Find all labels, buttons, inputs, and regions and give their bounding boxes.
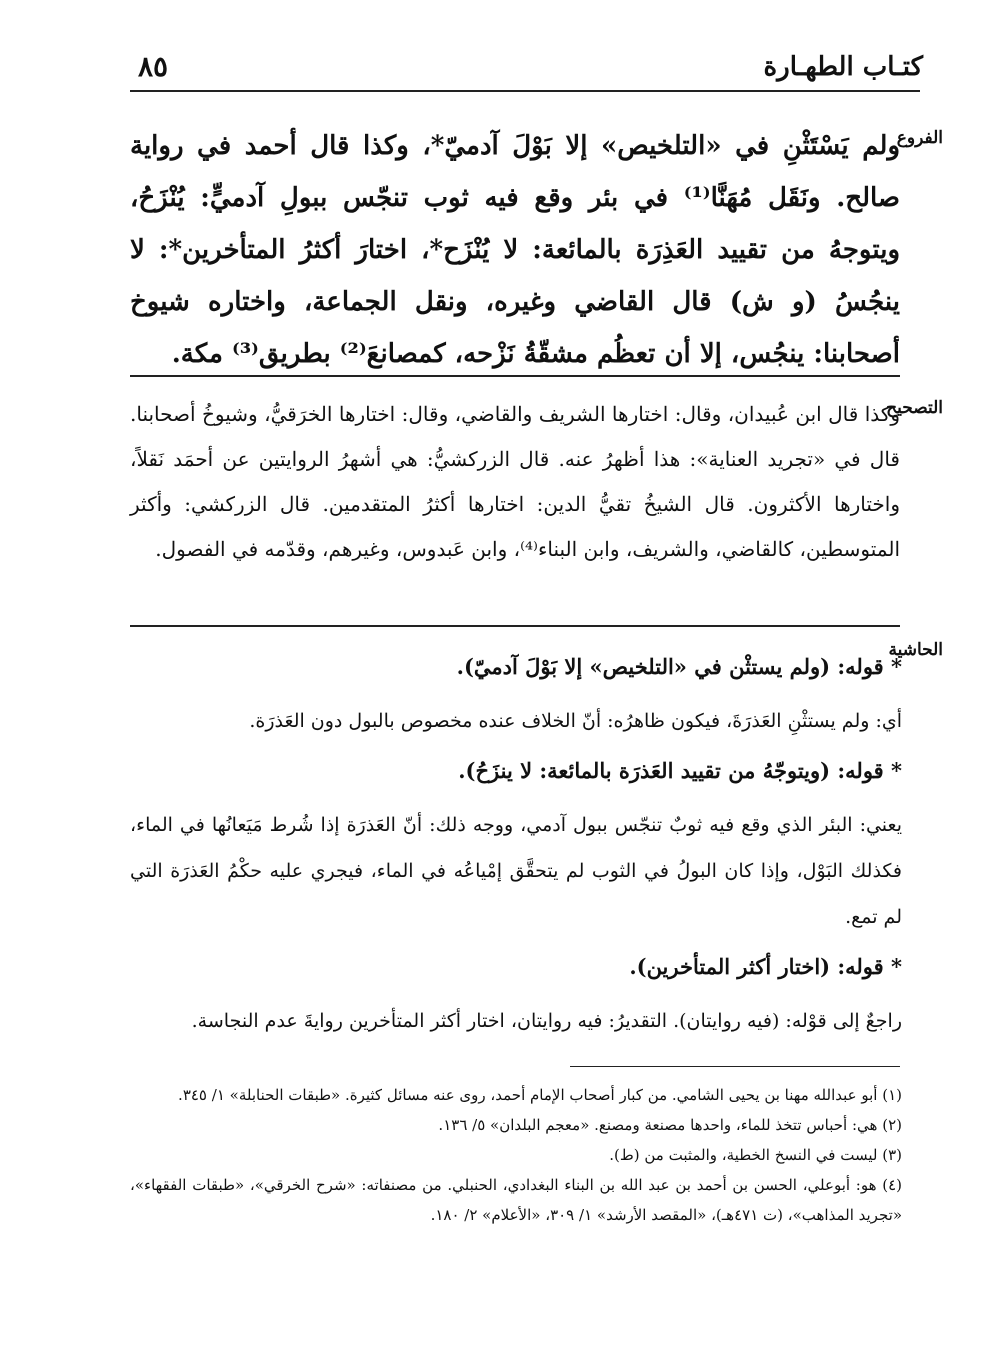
tashih-text: وكذا قال ابن عُبيدان، وقال: اختارها الشريف والقاضي، وقال: اختارها الخرَقيُّ، وشيوخُ أصحابنا. قال في «تجريد العناية»: هذا أظهرُ عنه. قال الزركشيُّ: هي أشهرُ الروايتين عن أحمَد نَقلاً، واختارها الأكثرون. قال الشيخُ تقيُّ الدين: اختارها أكثرُ المتقدمين. قال الزركشي: وأكثر المتوسطين، كالقاضي، والشريف، وابن البناء⁽⁴⁾، وابن عَبدوس، وغيرهم، وقدّمه في الفصول. — [130, 402, 900, 561]
hashiya-commentary: أي: ولم يستثْنِ العَذرَةَ، فيكون ظاهرُه: أنّ الخلاف عنده مخصوص بالبول دون العَذرَة. — [249, 710, 902, 732]
footnote: (١) أبو عبدالله مهنا بن يحيى الشامي. من كبار أصحاب الإمام أحمد، روى عنه مسائل كثيرة. «طبقات الحنابلة» ١/ ٣٤٥. — [178, 1086, 902, 1104]
hashiya-quote: * قوله: (ولم يستثْن في «التلخيص» إلا بَوْلَ آدميّ). — [456, 654, 902, 679]
header-rule — [130, 90, 920, 92]
hashiya-quote: * قوله: (اختار أكثر المتأخرين). — [629, 954, 902, 979]
footnote-rule — [570, 1066, 900, 1067]
section-divider-1 — [130, 375, 900, 377]
hashiya-section — [130, 640, 902, 1054]
main-text: ولم يَسْتَثْنِ في «التلخيص» إلا بَوْلَ آدميّ*، وكذا قال أحمد في رواية صالح. ونَقَل مُهَنَّا⁽¹⁾ في بئر وقع فيه ثوب تنجّس ببولِ آدميٍّ: يُنْزَحُ، ويتوجهُ من تقييد العَذِرَة بالمائعة: لا يُنْزَح*، اختارَ أكثرُ المتأخرين*: لا ينجُسُ (و ش) قال القاضي وغيره، ونقل الجماعة، واختاره شيوخ أصحابنا: ينجُس، إلا أن تعظُم مشقّةُ نَزْحه، كمصانعَ⁽²⁾ بطريق⁽³⁾ مكة. — [130, 131, 901, 369]
page-number: ٨٥ — [138, 50, 169, 83]
footnotes — [130, 1080, 902, 1230]
footnote: (٣) ليست في النسخ الخطية، والمثبت من (ط). — [609, 1146, 902, 1164]
footnote: (٢) هي: أحباس تتخذ للماء، واحدها مصنعة ومصنع. «معجم البلدان» ٥/ ١٣٦. — [438, 1116, 902, 1134]
hashiya-commentary: يعني: البئر الذي وقع فيه ثوبٌ تنجّس ببول آدمي، ووجه ذلك: أنّ العَذرَة إذا شُرط مَيَعانُها في الماء، فكذلك البَوْل، وإذا كان البولُ في الثوب لم يتحقَّق إمْياعُه في الماء، فيجري عليه حكْمُ العَذرَة التي لم تمع. — [130, 814, 902, 928]
side-label-hashiya: الحاشية — [888, 640, 943, 660]
running-title: كتـاب الطهـارة — [763, 52, 923, 82]
side-label-tashih: التصحيح — [886, 398, 943, 418]
side-label-furu: الفروع — [896, 128, 943, 148]
footnote: (٤) هو: أبوعلي، الحسن بن أحمد بن عبد الله بن البناء البغدادي، الحنبلي. من مصنفاته: «شرح الخرقي»، «طبقات الفقهاء»، «تجريد المذاهب»، (ت ٤٧١هـ)، «المقصد الأرشد» ١/ ٣٠٩، «الأعلام» ٢/ ١٨٠. — [130, 1176, 902, 1224]
hashiya-quote: * قوله: (ويتوجّهُ من تقييد العَذرَة بالمائعة: لا ينزَحُ). — [458, 758, 902, 783]
hashiya-commentary: راجعٌ إلى قوْله: (فيه روايتان). التقديرُ: فيه روايتان، اختار أكثر المتأخرين روايةَ عدم النجاسة. — [191, 1010, 902, 1032]
section-divider-2 — [130, 625, 900, 627]
